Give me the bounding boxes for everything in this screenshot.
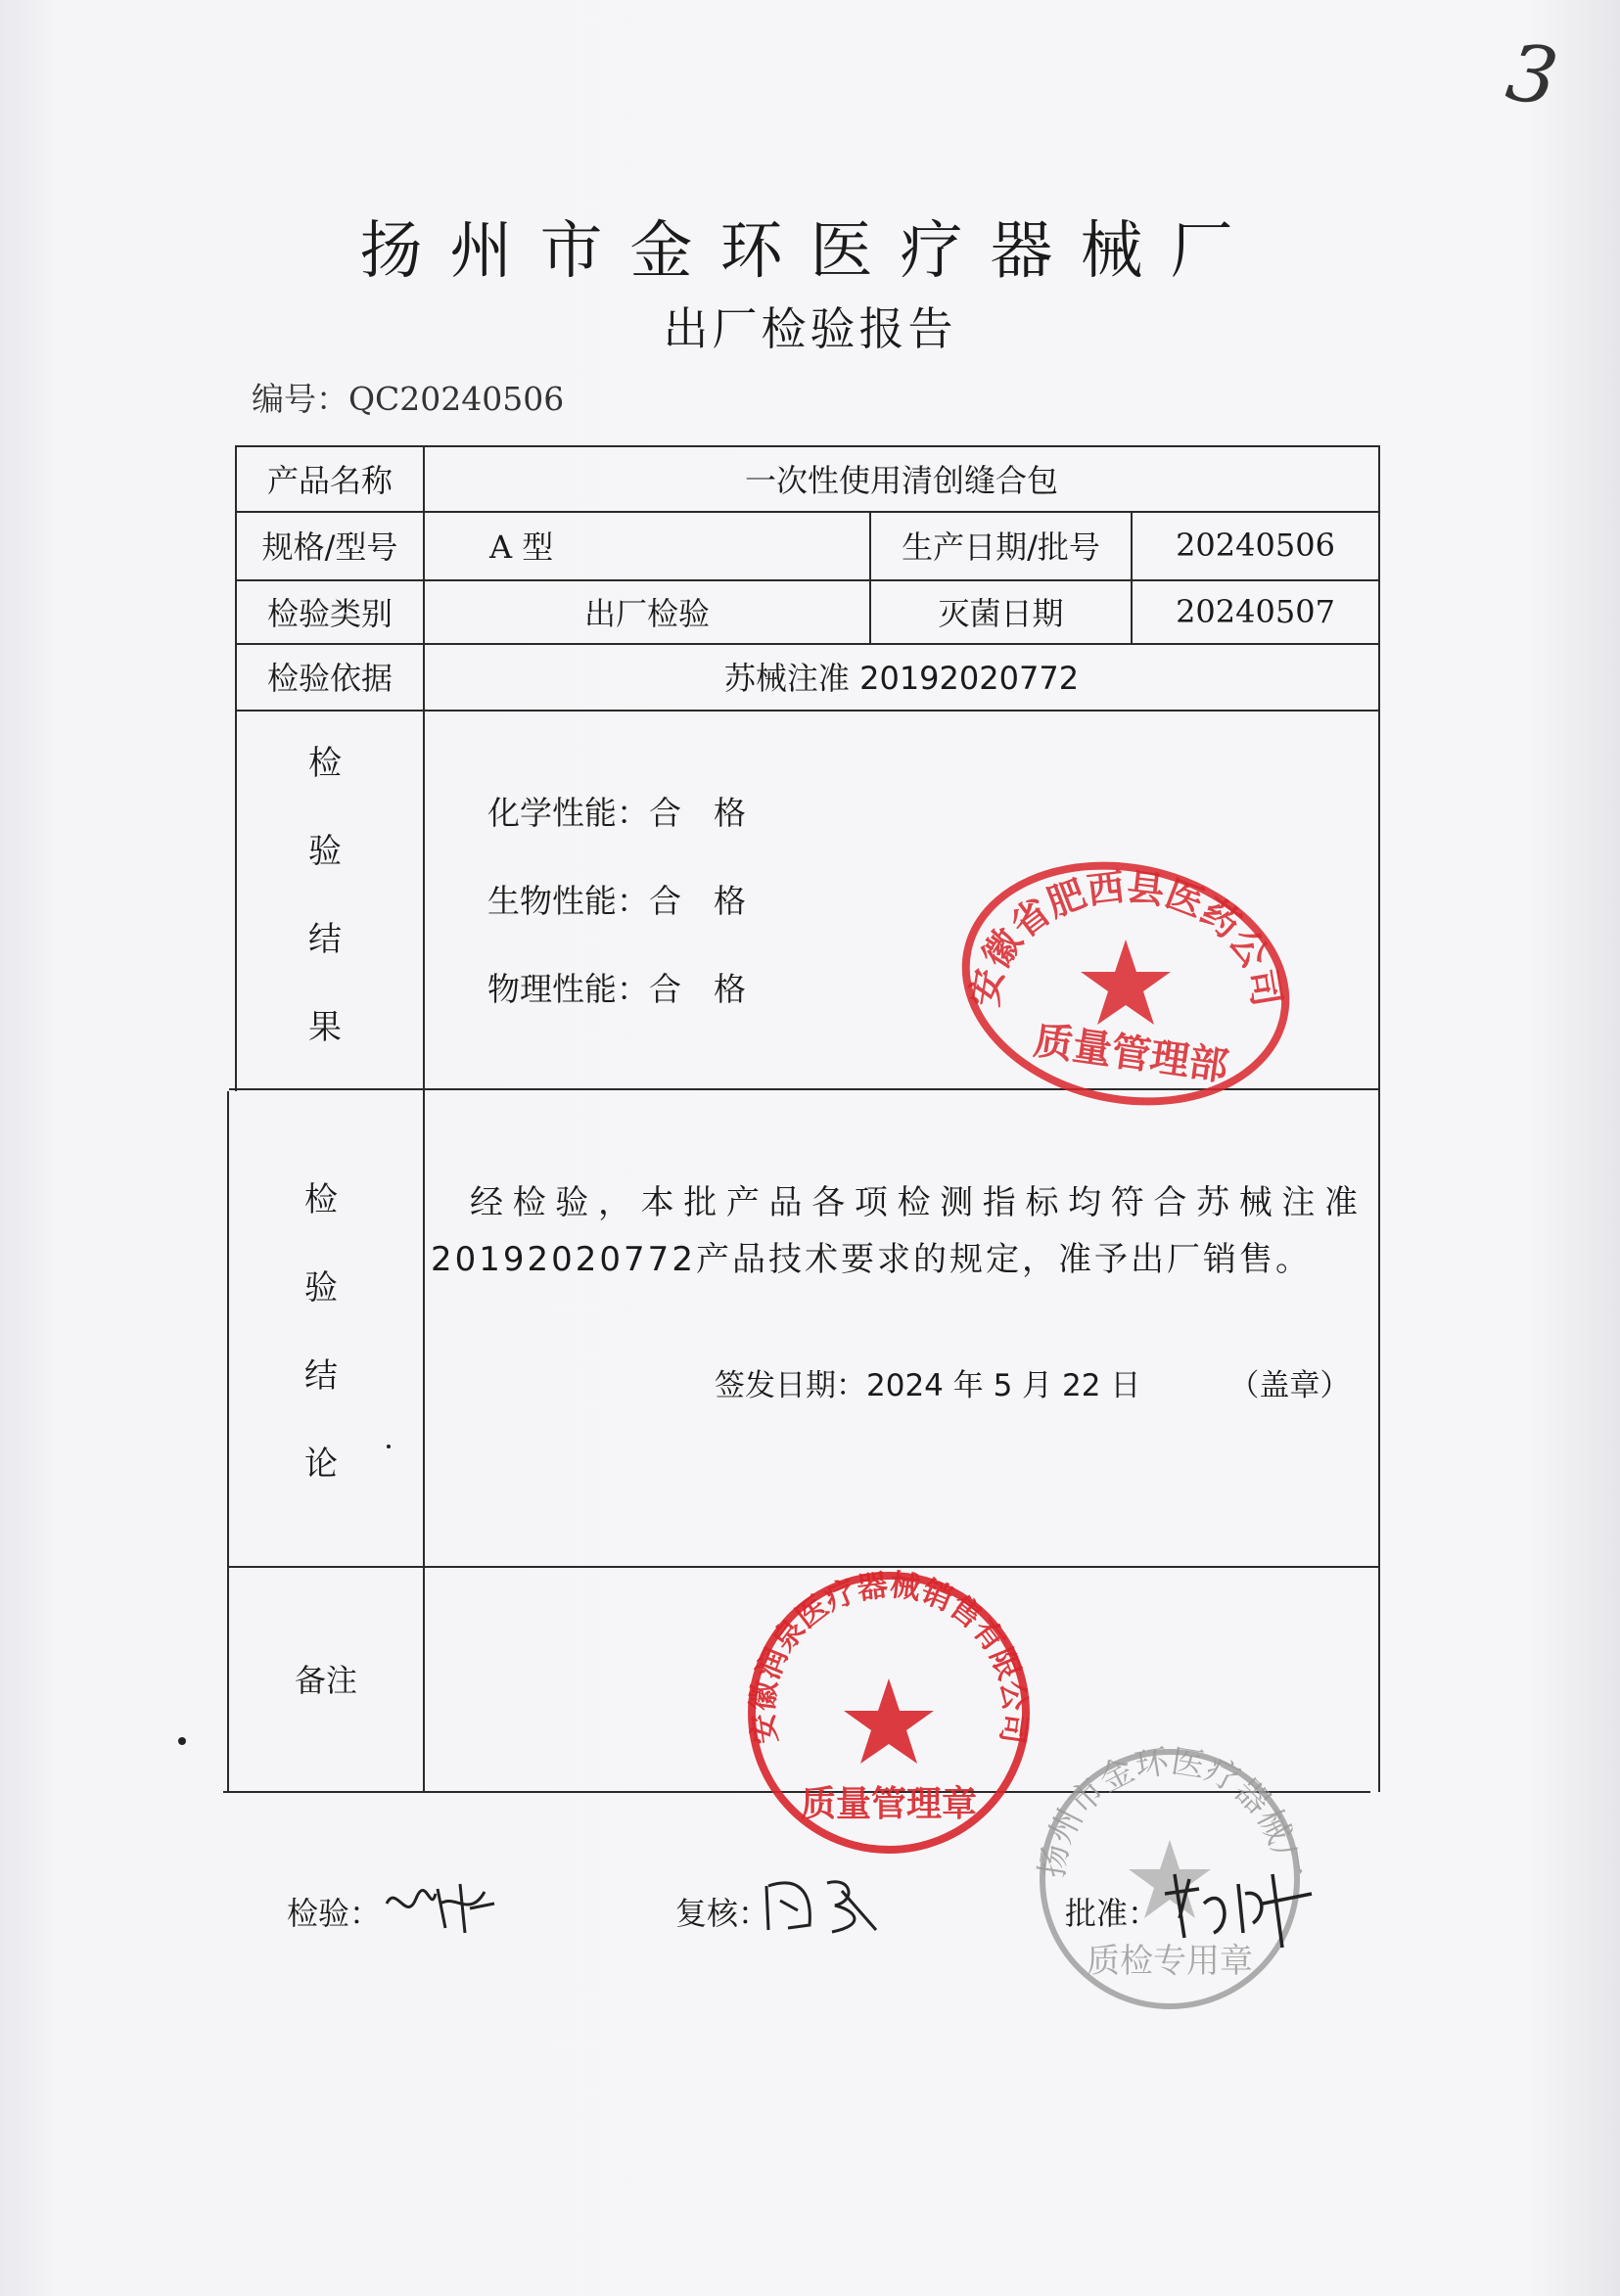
conclusion-label-char: 论: [304, 1445, 338, 1484]
conclusion-label-char: 检: [304, 1180, 338, 1219]
reviewer-signature: [759, 1871, 896, 1945]
approver-signature: [1155, 1864, 1321, 1952]
stamp-runquan-quality: [732, 1566, 1045, 1860]
results-label: [286, 736, 364, 1088]
result-value: 合 格: [649, 882, 746, 920]
approver-label: 批准：: [1065, 1895, 1160, 1932]
result-name: 物理性能：: [487, 970, 649, 1008]
stamp-feixi-quality-dept: [954, 856, 1297, 1111]
issue-date: 签发日期：2024 年 5 月 22 日: [715, 1368, 1141, 1403]
serial-value: QC20240506: [348, 380, 565, 418]
result-value: 合 格: [649, 970, 746, 1008]
stamp3-bottom-text: 质检专用章: [1087, 1942, 1253, 1981]
spec-label: 规格/型号: [261, 528, 398, 566]
inspection-basis-label: 检验依据: [266, 660, 393, 697]
result-name: 化学性能：: [487, 794, 649, 832]
stamp2-top-text: 安徽润泉医疗器械销售有限公司: [745, 1567, 1033, 1746]
result-physical: [487, 964, 746, 1010]
results-label-char: 果: [308, 1008, 342, 1047]
scan-speck: [387, 1445, 391, 1448]
results-label-char: 检: [308, 744, 342, 783]
inspection-type-value: 出厂检验: [583, 594, 710, 632]
inspection-type-label: 检验类别: [266, 594, 393, 632]
result-value: 合 格: [649, 794, 746, 832]
approver-signature-row: [1065, 1889, 1159, 1934]
remarks-label: 备注: [294, 1662, 357, 1699]
result-chemical: [487, 788, 746, 834]
conclusion-label-char: 验: [304, 1268, 338, 1308]
stamp1-top-text: 安徽省肥西县医药公司: [962, 865, 1289, 1010]
serial-label: 编号：: [252, 380, 348, 418]
product-name-label: 产品名称: [266, 461, 393, 499]
scan-speck: [178, 1737, 186, 1745]
results-label-char: 验: [308, 832, 342, 871]
stamp1-bottom-text: 质量管理部: [1031, 1018, 1231, 1090]
conclusion-text: 经检验，本批产品各项检测指标均符合苏械注准20192020772产品技术要求的规定，准予出厂销售。: [431, 1183, 1361, 1279]
conclusion-text-block: [431, 1174, 1361, 1288]
conclusion-label: [282, 1172, 360, 1525]
result-biological: [487, 876, 746, 922]
inspector-signature: [377, 1874, 504, 1943]
result-name: 生物性能：: [487, 882, 649, 920]
reviewer-signature-row: [675, 1889, 769, 1934]
stamp2-star-icon: [844, 1678, 934, 1764]
issue-date-line: [715, 1360, 1350, 1404]
inspector-signature-row: [287, 1889, 381, 1934]
spec-value: A 型: [489, 528, 554, 566]
handwritten-page-number: 3: [1501, 25, 1564, 124]
company-title: 扬州市金环医疗器械厂: [359, 215, 1261, 288]
sterilization-date-label: 灭菌日期: [938, 594, 1064, 632]
stamp3-top-text: 扬州市金环医疗器械厂: [1033, 1741, 1307, 1881]
results-label-char: 结: [308, 920, 342, 959]
inspection-basis-value: 苏械注准 20192020772: [723, 660, 1080, 697]
conclusion-label-char: 结: [304, 1356, 338, 1396]
stamp1-star-icon: [1081, 940, 1171, 1025]
row-divider-4: [235, 710, 1380, 712]
sterilization-date-value: 20240507: [1176, 592, 1335, 630]
reviewer-label: 复核：: [675, 1895, 770, 1932]
inspector-label: 检验：: [287, 1895, 382, 1932]
table-border-right: [1378, 445, 1380, 1792]
stamp2-bottom-text: 质量管理章: [800, 1784, 978, 1824]
seal-note: （盖章）: [1228, 1368, 1351, 1403]
report-title: 出厂检验报告: [663, 302, 957, 355]
production-date-value: 20240506: [1176, 527, 1335, 564]
production-date-label: 生产日期/批号: [902, 528, 1100, 566]
product-name-value: 一次性使用清创缝合包: [744, 461, 1058, 499]
